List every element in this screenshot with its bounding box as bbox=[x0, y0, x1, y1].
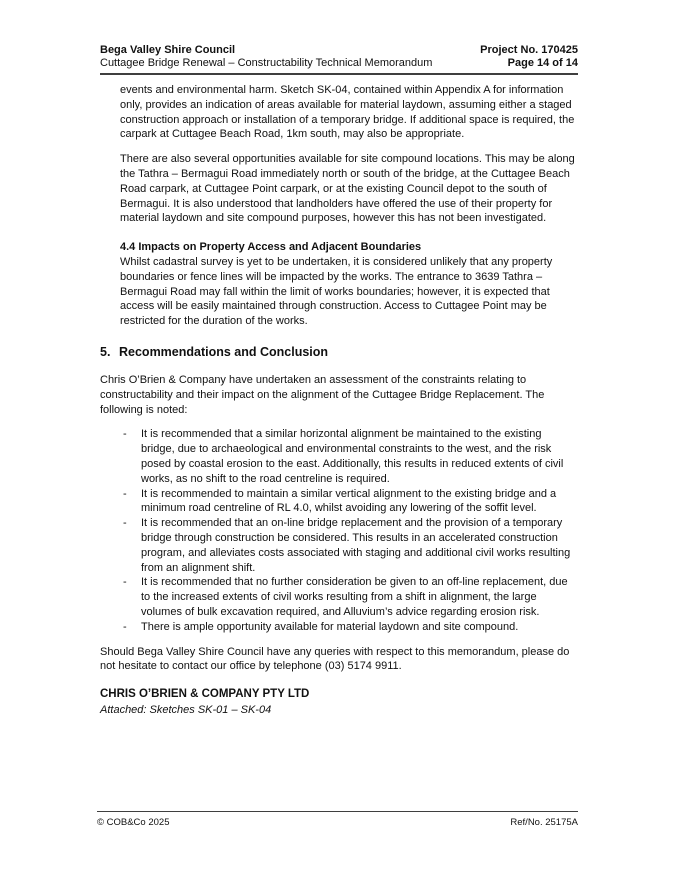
section-4-4-paragraph: Whilst cadastral survey is yet to be undertaken, it is considered unlikely that any property boundaries or fence lines will be impacted by the works. The entrance to 3639 Tathra – Bermagui Road may fall within the limit of works boundaries; however, it is expected that access will be easily maintained through construction. Access to Cuttagee Point may be restricted for the duration of the works. bbox=[120, 255, 553, 328]
header-org-name: Bega Valley Shire Council bbox=[100, 44, 236, 56]
dash-bullet: - bbox=[123, 517, 127, 530]
document-footer bbox=[97, 811, 578, 828]
dash-bullet: - bbox=[123, 576, 127, 589]
section-4-block bbox=[120, 83, 578, 329]
page-content bbox=[100, 44, 578, 718]
footer-reference-number: Ref/No. 25175A bbox=[510, 817, 578, 828]
section-5-title: Recommendations and Conclusion bbox=[119, 344, 329, 359]
list-item bbox=[123, 575, 578, 619]
paragraph-continuation: events and environmental harm. Sketch SK-04, contained within Appendix A for information only, provides an indication of areas available for material laydown, assuming either a staged construction approach or installation of a temporary bridge. If additional space is required, the carpark at Cuttagee Beach Road, 1km south, may also be appropriate. bbox=[120, 84, 575, 141]
attachments-note: Attached: Sketches SK-01 – SK-04 bbox=[100, 703, 272, 716]
dash-bullet: - bbox=[123, 620, 127, 633]
header-row-2 bbox=[100, 57, 578, 70]
list-item bbox=[123, 620, 578, 635]
dash-bullet: - bbox=[123, 428, 127, 441]
list-item bbox=[123, 516, 578, 575]
section-4-4-heading: 4.4 Impacts on Property Access and Adjacent Boundaries bbox=[120, 241, 422, 254]
footer-copyright: © COB&Co 2025 bbox=[97, 817, 170, 828]
dash-bullet: - bbox=[123, 487, 127, 500]
document-body bbox=[100, 75, 578, 718]
list-item bbox=[123, 487, 578, 517]
section-5-intro: Chris O’Brien & Company have undertaken an assessment of the constraints relating to constructability and their impact on the alignment of the Cuttagee Bridge Replacement. The following is noted: bbox=[100, 373, 545, 416]
list-item-text: There is ample opportunity available for material laydown and site compound. bbox=[141, 620, 519, 633]
section-5-number: 5. bbox=[100, 344, 111, 359]
list-item-text: It is recommended that no further consideration be given to an off-line replacement, due to the increased extents of civil works resulting from a shift in alignment, the large volumes of bulk excavation required, and Alluvium’s advice regarding erosion risk. bbox=[141, 576, 568, 618]
recommendations-list bbox=[100, 427, 578, 634]
closing-paragraph: Should Bega Valley Shire Council have any queries with respect to this memorandum, please do not hesitate to contact our office by telephone (03) 5174 9911. bbox=[100, 645, 570, 673]
list-item-text: It is recommended that a similar horizontal alignment be maintained to the existing bridge, due to archaeological and environmental constraints to the west, and the risk posed by coastal erosion to the east. Additionally, this results in reduced extents of civil works, as no shift to the road centreline is required. bbox=[141, 428, 564, 485]
list-item bbox=[123, 427, 578, 486]
document-header bbox=[100, 44, 578, 75]
list-item-text: It is recommended to maintain a similar vertical alignment to the existing bridge and a minimum road centreline of RL 4.0, whilst avoiding any lowering of the soffit level. bbox=[141, 487, 557, 515]
section-5-heading bbox=[100, 345, 578, 360]
header-document-title: Cuttagee Bridge Renewal – Constructability Technical Memorandum bbox=[100, 57, 433, 69]
list-item-text: It is recommended that an on-line bridge replacement and the provision of a temporary bridge through construction be considered. This results in an accelerated construction program, and alleviates costs associated with staging and additional civil works resulting from an alignment shift. bbox=[141, 517, 571, 574]
header-page-number: Page 14 of 14 bbox=[507, 57, 578, 69]
company-signature: CHRIS O’BRIEN & COMPANY PTY LTD bbox=[100, 688, 310, 701]
header-row-1 bbox=[100, 44, 578, 57]
header-project-number: Project No. 170425 bbox=[480, 44, 578, 56]
paragraph-site-compound: There are also several opportunities available for site compound locations. This may be along the Tathra – Bermagui Road immediately north or south of the bridge, at the Cuttagee Beach Road carpark, at Cuttagee Point carpark, or at the existing Council depot to the south of Bermagui. It is also understood that landholders have offered the use of their property for material laydown and site compound purposes, however this has not been investigated. bbox=[120, 153, 575, 225]
